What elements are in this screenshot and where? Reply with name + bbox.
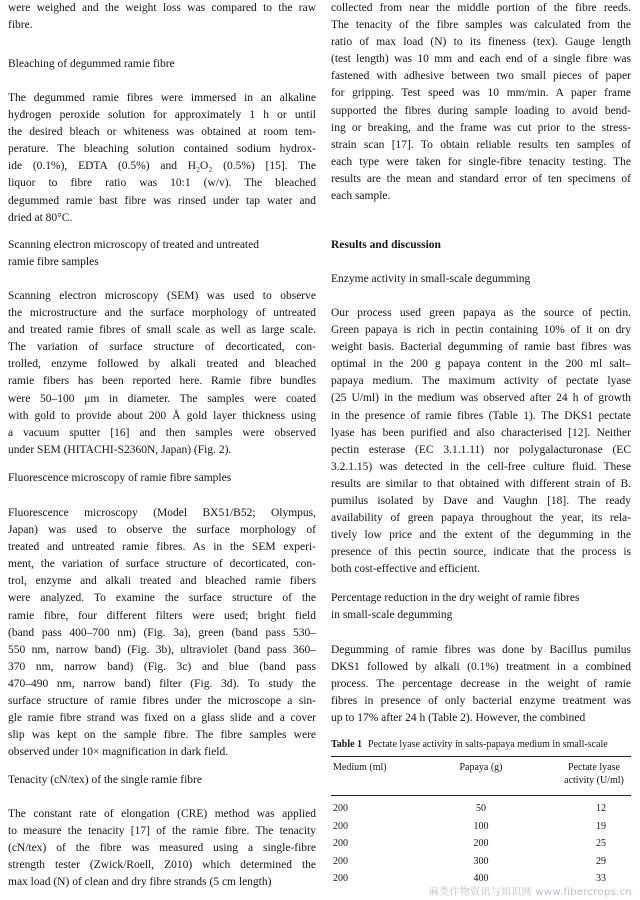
text-line: (test length) was 10 mm and each end of a single fibre was [331,53,631,66]
text-line: DKS1 followed by alkali (0.1%) treatment in a combined [331,661,631,674]
text-line: slip was kept on the sample fibre. The fibre samples were [8,729,316,742]
cell-activity: 29 [596,855,606,867]
paragraph-percentage-reduction [331,642,631,727]
cell-activity: 33 [596,873,606,885]
cell-papaya: 50 [476,803,486,814]
text-line: The degummed ramie fibres were immersed in an alkaline [8,92,316,104]
text-line: gle ramie fibre strand was fixed on a glass slide and a cover [8,712,316,725]
text-line: each sample. [331,190,391,203]
header-papaya: Papaya (g) [459,762,503,773]
text-line: trol, enzyme and alkali treated and bleached ramie fibers [8,575,316,588]
text-line: The variation of surface structure of decorticated, con- [8,341,316,354]
cell-papaya: 400 [473,873,489,885]
text-line: availability of green papaya throughout the year, its rela- [331,512,631,525]
text-line: each type were taken for single-fibre tenacity testing. The [331,155,631,168]
text-line: fastened with adhesive between two small pieces of paper [331,70,631,83]
text-line: 470–490 nm, narrow band) filter (Fig. 3d). To study the [8,677,316,690]
text-line: perature. The bleaching solution contained sodium hydrox- [8,143,316,156]
text-line: were 50–100 μm in diameter. The samples were coated [8,392,316,405]
paragraph-fluorescence [8,505,316,761]
text-line: to measure the tenacity [17] of the ramie fibre. The tenacity [8,825,316,838]
heading-bleaching: Bleaching of degummed ramie fibre [8,58,175,70]
cell-papaya: 300 [473,855,489,867]
text-line: degummed ramie bast fibre was rinsed under tap water and [8,194,316,207]
text-line: both cost-effective and efficient. [331,563,481,576]
text-line: Percentage reduction in the dry weight of ramie fibres [331,592,580,604]
paragraph-sem [8,288,316,459]
text-line: Scanning electron microscopy (SEM) was used to observe [8,290,316,302]
text-line: (cN/tex) of the fibre was measured using a single-fibre [8,842,316,855]
table-body [331,796,631,888]
text-line: in small-scale degumming [331,609,453,622]
text-line: pectin esterase (EC 3.1.1.11) nor polygalacturonase (EC [331,443,631,456]
table-label: Table 1 [331,739,363,750]
text-line: strain scan [17]. To obtain reliable results ten samples of [331,138,631,151]
text-line: liquor to fibre ratio was 10:1 (w/v). The bleached [8,177,316,190]
paragraph-bleaching [8,90,316,227]
heading-results-discussion: Results and discussion [331,239,441,251]
text-line: 550 nm, narrow band) (Fig. 3b), ultraviolet (band pass 360– [8,643,316,656]
table-1 [331,738,631,888]
heading-percentage-reduction [331,590,579,624]
cell-medium: 200 [333,855,348,867]
text-line: and treated ramie fibres of small scale as well as large scale. [8,324,316,337]
paragraph-tenacity-continued [331,0,631,205]
table-row [331,818,631,836]
cell-papaya: 100 [473,820,489,832]
text-line: ide (0.1%), EDTA (0.5%) and H₂O₂ (0.5%) [15]. The [8,160,316,173]
text-line: (band pass 400–700 nm) (Fig. 3a), green (band pass 530– [8,626,316,639]
heading-fluorescence: Fluorescence microscopy of ramie fibre samples [8,472,232,484]
paragraph-enzyme-activity [331,305,631,579]
text-line: fibres in presence of only bacterial enzyme treatment was [331,695,631,708]
text-line: trolled, enzyme followed by alkali treated and bleached [8,358,316,371]
text-line: the microstructure and the surface morphology of untreated [8,307,316,320]
text-line: The tenacity of the fibre samples was calculated from the [331,19,631,32]
text-line: ramie fibre, four different filters were used; bright field [8,609,316,622]
text-line: up to 17% after 24 h (Table 2). However, the combined [331,712,586,725]
text-line: ramie fibers has been reported here. Ramie fibre bundles [8,375,316,388]
text-line: fibre. [8,19,33,32]
text-line: Japan) was used to observe the surface morphology of [8,524,316,537]
text-line: were weighed and the weight loss was compared to the raw [8,2,316,14]
text-line: The constant rate of elongation (CRE) method was applied [8,808,316,820]
text-line: dried at 80°C. [8,211,73,224]
cell-papaya: 200 [473,838,489,850]
text-line: 370 nm, narrow band) (Fig. 3c) and blue (band pass [8,660,316,673]
text-line: were analyzed. To examine the surface structure of the [8,592,316,605]
text-line: Degumming of ramie fibres was done by Bacillus pumilus [331,644,631,656]
text-line: pumilus isolated by Dave and Vaughn [18]. The ready [331,495,631,508]
cell-medium: 200 [333,803,348,814]
heading-sem [8,237,259,271]
table-header [331,757,631,795]
header-activity-units: activity (U/ml) [564,775,624,786]
text-line: Fluorescence microscopy (Model BX51/B52; Olympus, [8,507,316,519]
text-line: optimal in the 200 g papaya content in the 200 ml salt– [331,358,631,371]
text-line: process. The percentage decrease in the weight of ramie [331,678,631,691]
text-line: Our process used green papaya as the source of pectin. [331,307,631,319]
header-medium: Medium (ml) [333,762,387,773]
text-line: ramie fibre samples [8,256,99,269]
text-line: (25 U/ml) in the medium was observed after 24 h of growth [331,392,631,405]
paragraph-tenacity [8,806,316,891]
text-line: observed under 10× magnification in dark field. [8,746,229,759]
text-line: max load (N) of clean and dry fibre strands (5 cm length) [8,876,272,889]
table-caption [331,738,631,752]
text-line: a vacuum sputter [16] and then samples were observed [8,426,316,439]
table-row [331,835,631,853]
text-line: hydrogen peroxide solution for approximately 1 h or until [8,109,316,122]
cell-medium: 200 [333,873,348,885]
watermark: 麻类作物资讯与知识网 www.fibercrops.cn [428,887,632,898]
cell-activity: 19 [596,820,606,832]
paragraph-weight-loss-end [8,0,316,34]
text-line: 3.2.1.15) was detected in the cell-free culture fluid. These [331,460,631,473]
text-line: supported the fibres during sample loading to avoid bend- [331,104,631,117]
text-line: papaya medium. The maximum activity of pectate lyase [331,375,631,388]
text-line: ment, the variation of surface structure of decorticated, con- [8,558,316,571]
text-line: tively low price and the extent of the degumming in the [331,529,631,542]
table-row [331,800,631,818]
text-line: Scanning electron microscopy of treated and untreated [8,239,259,251]
text-line: ing or breaking, and the frame was cut prior to the stress- [331,121,631,134]
text-line: strength tester (Zwick/Roell, Z010) which determined the [8,859,316,872]
text-line: ratio of max load (N) to its fineness (tex). Gauge length [331,36,631,49]
heading-enzyme-activity: Enzyme activity in small-scale degumming [331,273,531,285]
text-line: for gripping. Test speed was 10 mm/min. A paper frame [331,87,631,100]
text-line: Green papaya is rich in pectin containing 10% of it on dry [331,324,631,337]
cell-activity: 25 [596,838,606,850]
heading-tenacity: Tenacity (cN/tex) of the single ramie fibre [8,774,202,786]
text-line: collected from near the middle portion of the fibre reeds. [331,2,631,14]
table-caption-text: Pectate lyase activity in salts-papaya medium in small-scale [368,739,608,750]
cell-activity: 12 [596,803,606,814]
cell-medium: 200 [333,820,348,832]
text-line: results are the mean and standard error of ten specimens of [331,172,631,185]
text-line: with gold to provide about 200 Å gold layer thickness using [8,409,316,422]
text-line: results are similar to that obtained with different strain of B. [331,477,631,490]
text-line: weight basis. Bacterial degumming of ramie bast fibres was [331,341,631,354]
text-line: treated and untreated ramie fibres. As in the SEM experi- [8,541,316,554]
text-line: under SEM (HITACHI-S2360N, Japan) (Fig. 2). [8,443,232,456]
text-line: surface structure of ramie fibres under the microscope a sin- [8,695,316,708]
cell-medium: 200 [333,838,348,850]
text-line: presence of this pectin source, indicate that the process is [331,546,631,559]
header-pectate-lyase: Pectate lyase [568,762,620,773]
text-line: lyase has been purified and also characterised [12]. Neither [331,426,631,439]
text-line: the desired bleach or whiteness was obtained at room tem- [8,126,316,139]
table-row [331,853,631,871]
text-line: in the presence of ramie fibres (Table 1). The DKS1 pectate [331,409,631,422]
